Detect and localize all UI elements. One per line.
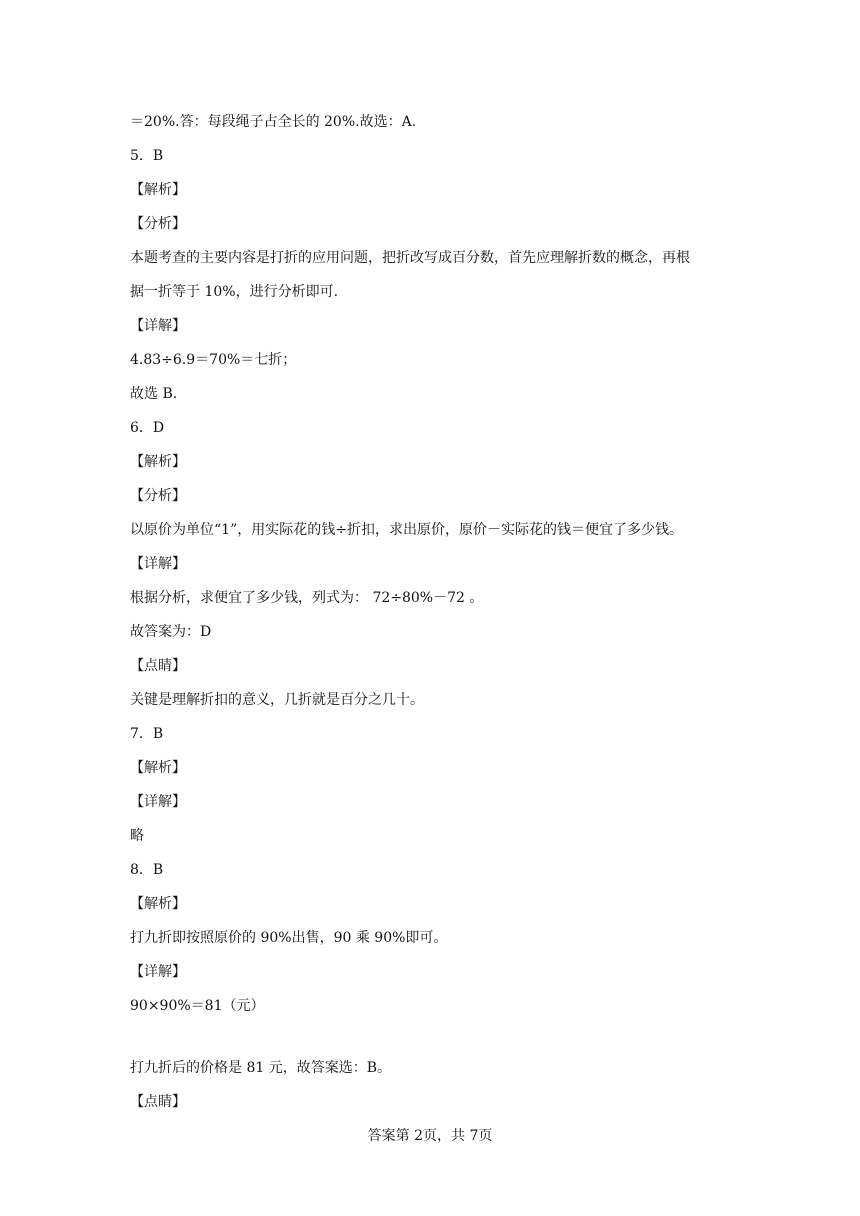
question-number: 7．B bbox=[130, 726, 164, 742]
section-heading: 【解析】 bbox=[130, 896, 186, 912]
text-line: ＝20%.答：每段绳子占全长的 20%.故选：A. bbox=[130, 114, 417, 130]
text-line: 以原价为单位“1”，用实际花的钱÷折扣，求出原价，原价－实际花的钱＝便宜了多少钱。 bbox=[130, 522, 683, 538]
question-number: 5．B bbox=[130, 148, 164, 164]
section-heading: 【解析】 bbox=[130, 454, 186, 470]
page-footer: 答案第 2页，共 7页 bbox=[367, 1128, 493, 1144]
text-line: 关键是理解折扣的意义，几折就是百分之几十。 bbox=[130, 692, 424, 708]
section-heading: 【详解】 bbox=[130, 794, 186, 810]
section-heading: 【详解】 bbox=[130, 964, 186, 980]
section-heading: 【分析】 bbox=[130, 488, 186, 504]
section-heading: 【分析】 bbox=[130, 216, 186, 232]
text-line: 故选 B. bbox=[130, 386, 178, 402]
section-heading: 【点睛】 bbox=[130, 658, 186, 674]
text-line: 略 bbox=[130, 828, 144, 844]
section-heading: 【解析】 bbox=[130, 760, 186, 776]
question-number: 8．B bbox=[130, 862, 164, 878]
text-line: 4.83÷6.9＝70%＝七折； bbox=[130, 352, 297, 368]
text-line: 根据分析，求便宜了多少钱，列式为： 72÷80%－72 。 bbox=[130, 590, 484, 606]
section-heading: 【详解】 bbox=[130, 318, 186, 334]
text-line: 本题考查的主要内容是打折的应用问题，把折改写成百分数，首先应理解折数的概念，再根 bbox=[130, 250, 690, 266]
question-number: 6．D bbox=[130, 420, 165, 436]
formula-line: 90×90%＝81（元） bbox=[130, 998, 265, 1014]
text-line: 据一折等于 10%，进行分析即可. bbox=[130, 284, 339, 300]
section-heading: 【解析】 bbox=[130, 182, 186, 198]
section-heading: 【点睛】 bbox=[130, 1094, 186, 1110]
text-line: 打九折后的价格是 81 元，故答案选：B。 bbox=[130, 1060, 392, 1076]
section-heading: 【详解】 bbox=[130, 556, 186, 572]
text-line: 故答案为：D bbox=[130, 624, 212, 640]
text-line: 打九折即按照原价的 90%出售，90 乘 90%即可。 bbox=[130, 930, 448, 946]
